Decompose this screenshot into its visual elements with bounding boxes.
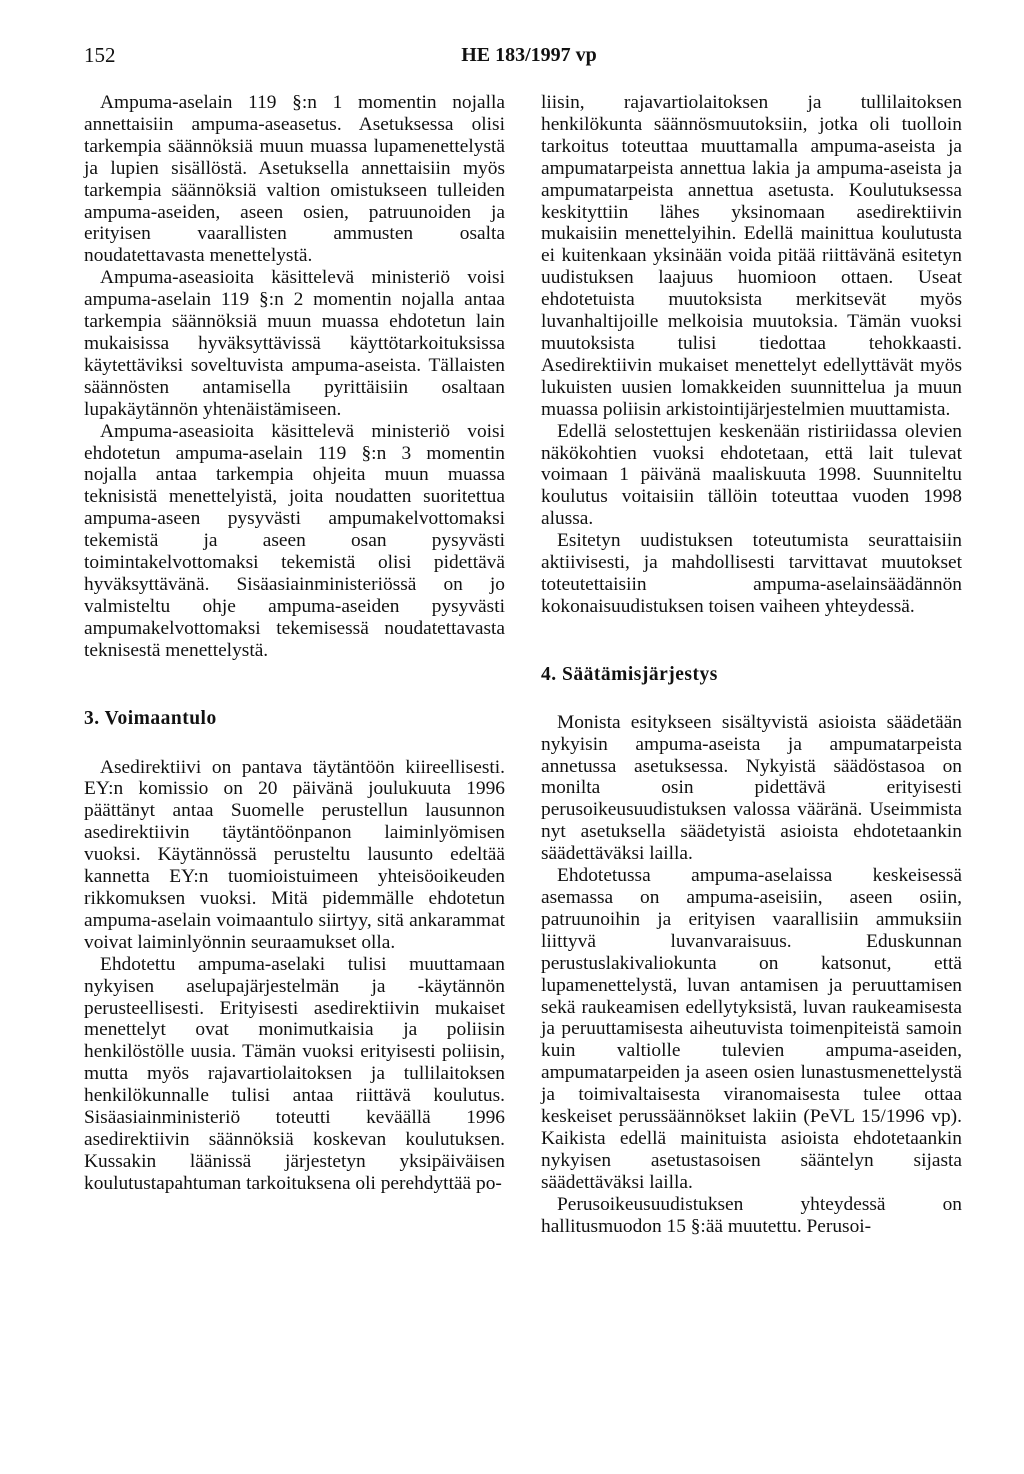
page-number: 152 [84, 43, 116, 67]
paragraph: Ampuma-aseasioita käsittelevä ministeriö voisi ampuma-aselain 119 §:n 2 momentin nojalla antaa tarkempia säännöksiä muun muassa ehdotetun lain mukaisissa hyväksyttävissä käyttötarkoituksissa käytettäviksi soveltuvista ampuma-aseista. Tällaisten säännösten antamisella pyrittäisiin osaltaan lupakäytännön yhtenäistämiseen. [84, 267, 505, 420]
paragraph: Perusoikeusuudistuksen yhteydessä on hallitusmuodon 15 §:ää muutettu. Perusoi- [541, 1193, 962, 1237]
paragraph-continued: liisin, rajavartiolaitoksen ja tullilaitoksen henkilökunta säännösmuutoksiin, jotka oli tuolloin tarkoitus toteuttaa muuttamalla ampuma-aseista ja ampumatarpeista annettua lakia ja ampuma-aseista ja ampumatarpeista annettua asetusta. Koulutuksessa keskityttiin lähes yksinomaan asedirektiivin mukaisiin menettelyihin. Edellä mainittua koulutusta ei kuitenkaan yksinään voida pitää riittävänä esitetyn uudistuksen laajuus huomioon ottaen. Useat ehdotetuista muutoksista merkitsevät myös luvanhaltijoille melkoisia muutoksia. Tämän vuoksi muutoksista tulisi tiedottaa tehokkaasti. Asedirektiivin mukaiset menettelyt edellyttävät myös lukuisten uusien lomakkeiden suunnittelua ja muun muassa poliisin arkistointijärjestelmien muuttamista. [541, 92, 962, 420]
running-head: HE 183/1997 vp [461, 44, 597, 66]
paragraph: Ehdotettu ampuma-aselaki tulisi muuttamaan nykyisen aselupajärjestelmän ja -käytännön perusteellisesti. Erityisesti asedirektiivin mukaiset menettelyt ovat monimutkaisia ja poliisin henkilöstölle uusia. Tämän vuoksi erityisesti poliisin, mutta myös rajavartiolaitoksen ja tullilaitoksen henkilökunnalle tulisi antaa riittävä koulutus. Sisäasiainministeriö toteutti keväällä 1996 asedirektiivin säännöksiä koskevan koulutuksen. Kussakin läänissä järjestetyn yksipäiväisen koulutustapahtuman tarkoituksena oli perehdyttää po- [84, 953, 505, 1194]
section-heading-voimaantulo: 3. Voimaantulo [84, 707, 217, 729]
left-column [84, 92, 505, 1195]
page-header [84, 38, 974, 72]
paragraph: Asedirektiivi on pantava täytäntöön kiireellisesti. EY:n komissio on 20 päivänä joulukuuta 1996 päättänyt antaa Suomelle perustellun lausunnon asedirektiivin täytäntöönpanon laiminlyömisen vuoksi. Käytännössä perusteltu lausunto edeltää kannetta EY:n tuomioistuimeen yhteisöoikeuden rikkomuksen vuoksi. Mitä pidemmälle ehdotetun ampuma-aselain voimaantulo siirtyy, sitä ankarammat voivat laiminlyönnin seuraamukset olla. [84, 756, 505, 953]
paragraph: Ehdotetussa ampuma-aselaissa keskeisessä asemassa on ampuma-aseisiin, aseen osiin, patruunoihin ja erityisen vaarallisiin ammuksiin liittyvä luvanvaraisuus. Eduskunnan perustuslakivaliokunta on katsonut, että lupamenettelystä, luvan antamisen ja peruuttamisen sekä raukeamisen edellytyksistä, luvan raukeamisesta ja peruuttamisesta aiheutuvista toimenpiteistä samoin kuin valtiolle tulevien ampuma-aseiden, ampumatarpeiden ja aseen osien lunastusmenettelystä ja toimivaltaisesta viranomaisesta tulee ottaa keskeiset perussäännökset lakiin (PeVL 15/1996 vp). Kaikista edellä mainituista asioista ehdotetaankin nykyisen asetustasoisen sääntelyn sijasta säädettäväksi lailla. [541, 865, 962, 1193]
paragraph: Esitetyn uudistuksen toteutumista seurattaisiin aktiivisesti, ja mahdollisesti tarvittavat muutokset toteutettaisiin ampuma-aselainsäädännön kokonaisuudistuksen toisen vaiheen yhteydessä. [541, 530, 962, 617]
paragraph: Edellä selostettujen keskenään ristiriidassa olevien näkökohtien vuoksi ehdotetaan, että lait tulevat voimaan 1 päivänä maaliskuuta 1998. Suunniteltu koulutus voitaisiin tällöin toteuttaa vuoden 1998 alussa. [541, 420, 962, 530]
right-column [541, 92, 962, 1238]
paragraph: Ampuma-aselain 119 §:n 1 momentin nojalla annettaisiin ampuma-aseasetus. Asetuksessa olisi tarkempia säännöksiä muun muassa lupamenettelystä ja lupien sisällöstä. Asetuksella annettaisiin myös tarkempia säännöksiä valtion omistukseen tulleiden ampuma-aseiden, aseen osien, patruunoiden ja erityisen vaarallisten ammusten osalta noudatettavasta menettelystä. [84, 92, 505, 267]
paragraph: Ampuma-aseasioita käsittelevä ministeriö voisi ehdotetun ampuma-aselain 119 §:n 3 momentin nojalla antaa tarkempia ohjeita muun muassa teknisistä menettelyistä, joita noudatten suoritettua ampuma-aseen pysyvästi ampumakelvottomaksi tekemistä ja aseen osan pysyvästi toimintakelvottomaksi tekemistä olisi pidettävä hyväksyttävänä. Sisäasiainministeriössä on jo valmisteltu ohje ampuma-aseiden pysyvästi ampumakelvottomaksi tekemisessä noudatettavasta teknisestä menettelystä. [84, 420, 505, 661]
section-heading-saatamisjarjestys: 4. Säätämisjärjestys [541, 663, 718, 685]
paragraph: Monista esitykseen sisältyvistä asioista säädetään nykyisin ampuma-aseista ja ampumatarpeista annetussa asetuksessa. Nykyistä säädöstasoa on monilta osin pidettävä erityisesti perusoikeusuudistuksen valossa vääränä. Useimmista nyt asetuksella säädetyistä asioista ehdotetaankin säädettäväksi lailla. [541, 711, 962, 865]
